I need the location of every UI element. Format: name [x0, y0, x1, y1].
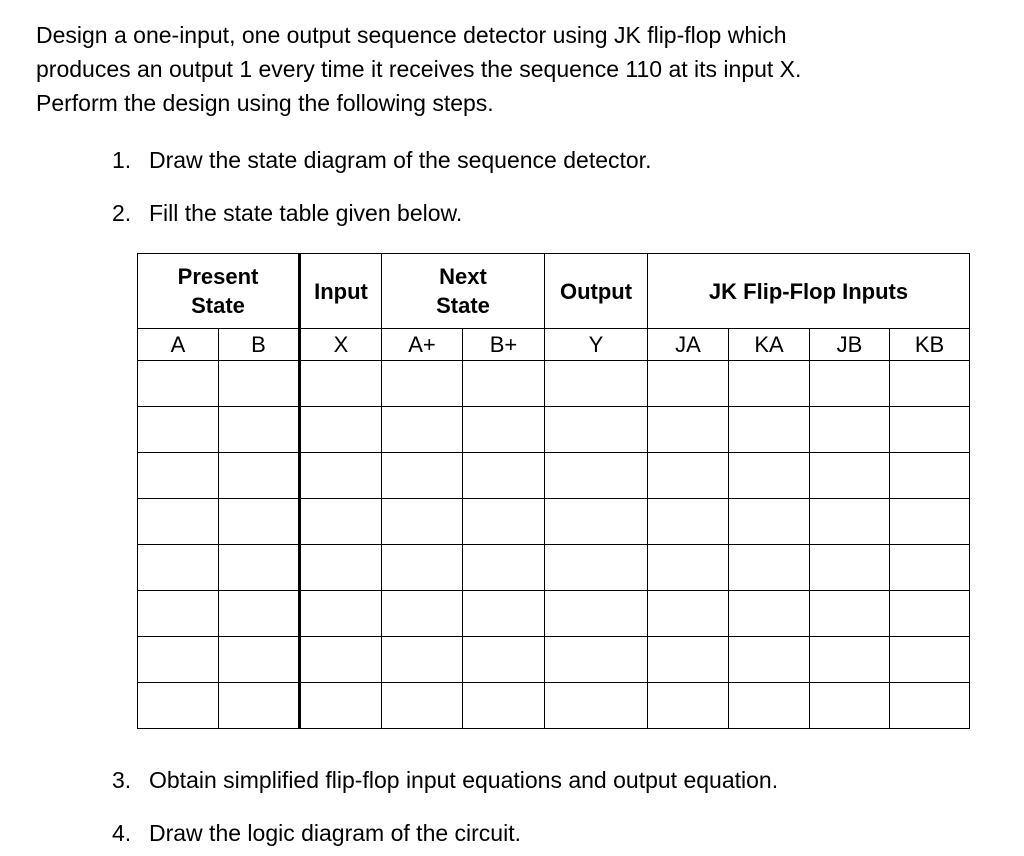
col-kb-header: KB — [890, 329, 970, 361]
col-b-next-header: B+ — [463, 329, 545, 361]
col-b-header: B — [219, 329, 300, 361]
blank-cell — [890, 407, 970, 453]
sub-header-row — [138, 329, 970, 361]
table-row — [138, 683, 970, 729]
step-4-number: 4. — [112, 820, 132, 846]
blank-cell — [545, 637, 648, 683]
group-header-row — [138, 254, 970, 329]
blank-cell — [810, 499, 890, 545]
blank-cell — [219, 499, 300, 545]
blank-cell — [648, 545, 729, 591]
next-state-header-line-1: Next — [439, 264, 487, 289]
blank-cell — [545, 591, 648, 637]
blank-cell — [138, 545, 219, 591]
blank-cell — [300, 637, 382, 683]
col-a-next-header: A+ — [382, 329, 463, 361]
blank-cell — [810, 545, 890, 591]
jk-inputs-header: JK Flip-Flop Inputs — [648, 254, 970, 329]
blank-cell — [219, 683, 300, 729]
blank-cell — [545, 453, 648, 499]
blank-cell — [300, 683, 382, 729]
present-state-header-line-1: Present — [177, 264, 259, 289]
blank-cell — [463, 453, 545, 499]
blank-cell — [648, 637, 729, 683]
step-3-text: Obtain simplified flip-flop input equations and output equation. — [149, 767, 779, 793]
blank-cell — [890, 591, 970, 637]
blank-cell — [648, 361, 729, 407]
col-ka-header: KA — [729, 329, 810, 361]
blank-cell — [382, 361, 463, 407]
blank-cell — [219, 361, 300, 407]
blank-cell — [219, 453, 300, 499]
blank-cell — [138, 591, 219, 637]
blank-cell — [219, 545, 300, 591]
step-1-number: 1. — [112, 147, 132, 173]
blank-cell — [138, 361, 219, 407]
blank-cell — [382, 591, 463, 637]
state-table — [137, 253, 970, 729]
step-4-text: Draw the logic diagram of the circuit. — [149, 820, 521, 846]
present-state-header — [138, 254, 300, 329]
blank-cell — [463, 545, 545, 591]
step-2-text: Fill the state table given below. — [149, 200, 463, 226]
blank-cell — [463, 683, 545, 729]
blank-cell — [648, 683, 729, 729]
blank-cell — [545, 407, 648, 453]
step-4 — [112, 818, 521, 848]
blank-cell — [648, 407, 729, 453]
blank-cell — [300, 591, 382, 637]
blank-cell — [729, 453, 810, 499]
next-state-header — [382, 254, 545, 329]
step-2 — [112, 198, 462, 228]
blank-cell — [382, 499, 463, 545]
blank-cell — [810, 453, 890, 499]
blank-cell — [729, 637, 810, 683]
blank-cell — [648, 591, 729, 637]
blank-cell — [729, 499, 810, 545]
blank-cell — [219, 591, 300, 637]
blank-cell — [729, 361, 810, 407]
step-2-number: 2. — [112, 200, 132, 226]
blank-cell — [382, 545, 463, 591]
blank-cell — [545, 545, 648, 591]
blank-cell — [890, 361, 970, 407]
blank-cell — [382, 453, 463, 499]
blank-cell — [138, 637, 219, 683]
blank-cell — [810, 407, 890, 453]
step-1 — [112, 145, 651, 175]
blank-cell — [300, 499, 382, 545]
state-table-body — [138, 361, 970, 729]
blank-cell — [729, 591, 810, 637]
blank-cell — [729, 683, 810, 729]
blank-cell — [810, 637, 890, 683]
blank-cell — [545, 499, 648, 545]
blank-cell — [300, 407, 382, 453]
blank-cell — [138, 453, 219, 499]
problem-statement — [36, 18, 957, 120]
blank-cell — [463, 361, 545, 407]
blank-cell — [810, 683, 890, 729]
blank-cell — [890, 453, 970, 499]
blank-cell — [729, 545, 810, 591]
col-x-header: X — [300, 329, 382, 361]
col-a-header: A — [138, 329, 219, 361]
table-row — [138, 361, 970, 407]
problem-statement-line-2: produces an output 1 every time it receives the sequence 110 at its input X. — [36, 56, 802, 82]
blank-cell — [463, 407, 545, 453]
col-jb-header: JB — [810, 329, 890, 361]
col-ja-header: JA — [648, 329, 729, 361]
blank-cell — [890, 499, 970, 545]
blank-cell — [382, 637, 463, 683]
step-3 — [112, 765, 778, 795]
blank-cell — [890, 637, 970, 683]
blank-cell — [463, 499, 545, 545]
input-header: Input — [300, 254, 382, 329]
present-state-header-line-2: State — [191, 293, 245, 318]
problem-statement-line-1: Design a one-input, one output sequence detector using JK flip-flop which — [36, 22, 787, 48]
blank-cell — [138, 407, 219, 453]
blank-cell — [890, 683, 970, 729]
blank-cell — [138, 683, 219, 729]
blank-cell — [138, 499, 219, 545]
blank-cell — [545, 683, 648, 729]
output-header: Output — [545, 254, 648, 329]
table-row — [138, 545, 970, 591]
next-state-header-line-2: State — [436, 293, 490, 318]
blank-cell — [300, 361, 382, 407]
problem-statement-line-3: Perform the design using the following steps. — [36, 90, 494, 116]
blank-cell — [300, 545, 382, 591]
table-row — [138, 453, 970, 499]
blank-cell — [300, 453, 382, 499]
blank-cell — [729, 407, 810, 453]
col-y-header: Y — [545, 329, 648, 361]
blank-cell — [648, 499, 729, 545]
blank-cell — [463, 591, 545, 637]
step-1-text: Draw the state diagram of the sequence detector. — [149, 147, 652, 173]
blank-cell — [382, 407, 463, 453]
table-row — [138, 499, 970, 545]
blank-cell — [382, 683, 463, 729]
blank-cell — [810, 361, 890, 407]
blank-cell — [890, 545, 970, 591]
blank-cell — [648, 453, 729, 499]
table-row — [138, 407, 970, 453]
blank-cell — [219, 407, 300, 453]
step-3-number: 3. — [112, 767, 132, 793]
blank-cell — [219, 637, 300, 683]
blank-cell — [810, 591, 890, 637]
table-row — [138, 637, 970, 683]
blank-cell — [545, 361, 648, 407]
blank-cell — [463, 637, 545, 683]
table-row — [138, 591, 970, 637]
